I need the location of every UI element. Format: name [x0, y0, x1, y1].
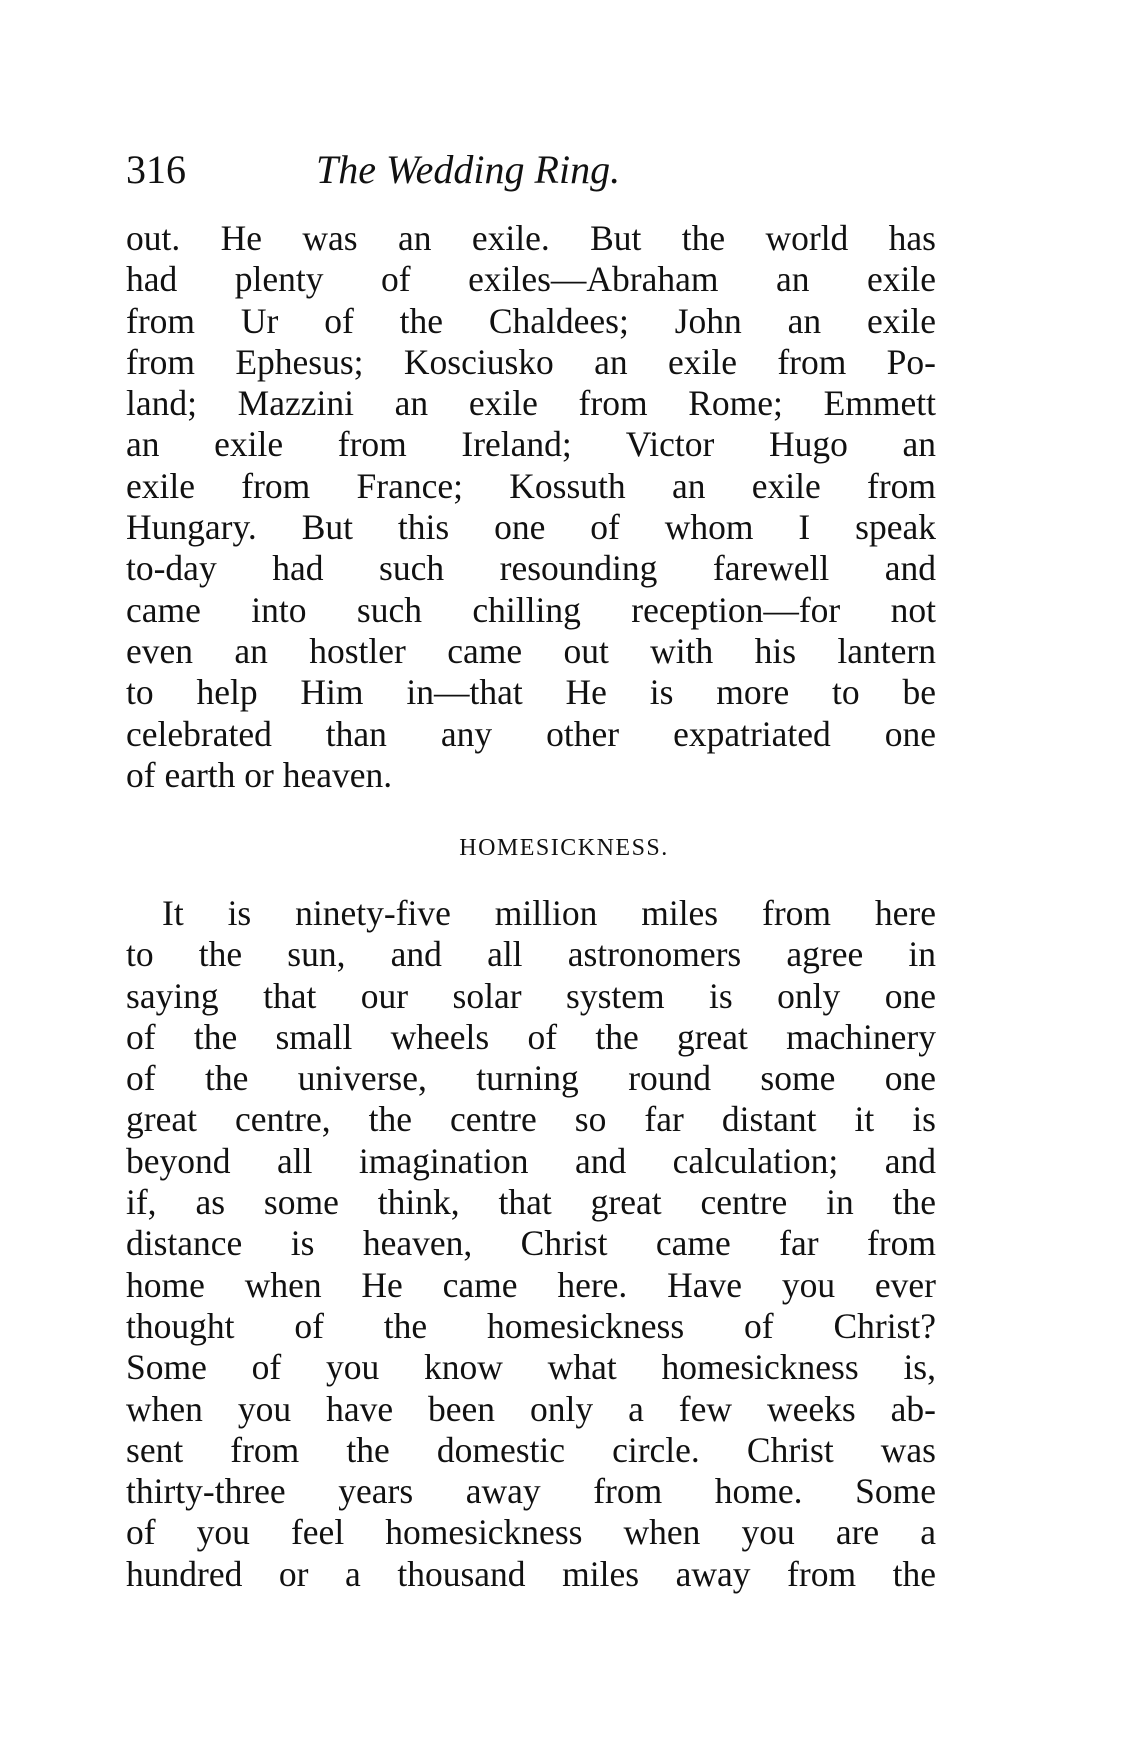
text-line: great centre, the centre so far distant it is — [126, 1099, 936, 1140]
text-line: Hungary. But this one of whom I speak — [126, 507, 936, 548]
text-line: from Ur of the Chaldees; John an exile — [126, 300, 936, 341]
text-line: home when He came here. Have you ever — [126, 1264, 936, 1305]
text-line: of the universe, turning round some one — [126, 1058, 936, 1099]
text-line: sent from the domestic circle. Christ was — [126, 1429, 936, 1470]
paragraph-exile — [126, 218, 936, 796]
text-line: even an hostler came out with his lantern — [126, 630, 936, 671]
text-line: from Ephesus; Kosciusko an exile from Po- — [126, 341, 936, 382]
text-line: celebrated than any other expatriated one — [126, 713, 936, 754]
text-line: saying that our solar system is only one — [126, 975, 936, 1016]
text-line: hundred or a thousand miles away from the — [126, 1553, 936, 1594]
text-line: an exile from Ireland; Victor Hugo an — [126, 424, 936, 465]
text-line: to the sun, and all astronomers agree in — [126, 934, 936, 975]
text-line: if, as some think, that great centre in the — [126, 1182, 936, 1223]
text-line: Some of you know what homesickness is, — [126, 1347, 936, 1388]
section-heading: HOMESICKNESS. — [459, 835, 669, 861]
text-line: to help Him in—that He is more to be — [126, 672, 936, 713]
text-line: exile from France; Kossuth an exile from — [126, 465, 936, 506]
text-line: of you feel homesickness when you are a — [126, 1512, 936, 1553]
text-line: of the small wheels of the great machinery — [126, 1016, 936, 1057]
text-line: thirty-three years away from home. Some — [126, 1471, 936, 1512]
text-line: It is ninety-five million miles from here — [162, 893, 936, 933]
text-line: beyond all imagination and calculation; and — [126, 1140, 936, 1181]
text-line: of earth or heaven. — [126, 754, 393, 795]
running-title: The Wedding Ring. — [316, 147, 621, 192]
text-line: when you have been only a few weeks ab- — [126, 1388, 936, 1429]
text-line: to-day had such resounding farewell and — [126, 548, 936, 589]
page-number: 316 — [126, 147, 186, 192]
text-line: thought of the homesickness of Christ? — [126, 1305, 936, 1346]
text-line: out. He was an exile. But the world has — [126, 218, 936, 258]
text-line: distance is heaven, Christ came far from — [126, 1223, 936, 1264]
paragraph-homesickness — [126, 893, 936, 1595]
text-line: came into such chilling reception—for not — [126, 589, 936, 630]
text-line: had plenty of exiles—Abraham an exile — [126, 259, 936, 300]
text-line: land; Mazzini an exile from Rome; Emmett — [126, 383, 936, 424]
page-header — [126, 140, 926, 200]
